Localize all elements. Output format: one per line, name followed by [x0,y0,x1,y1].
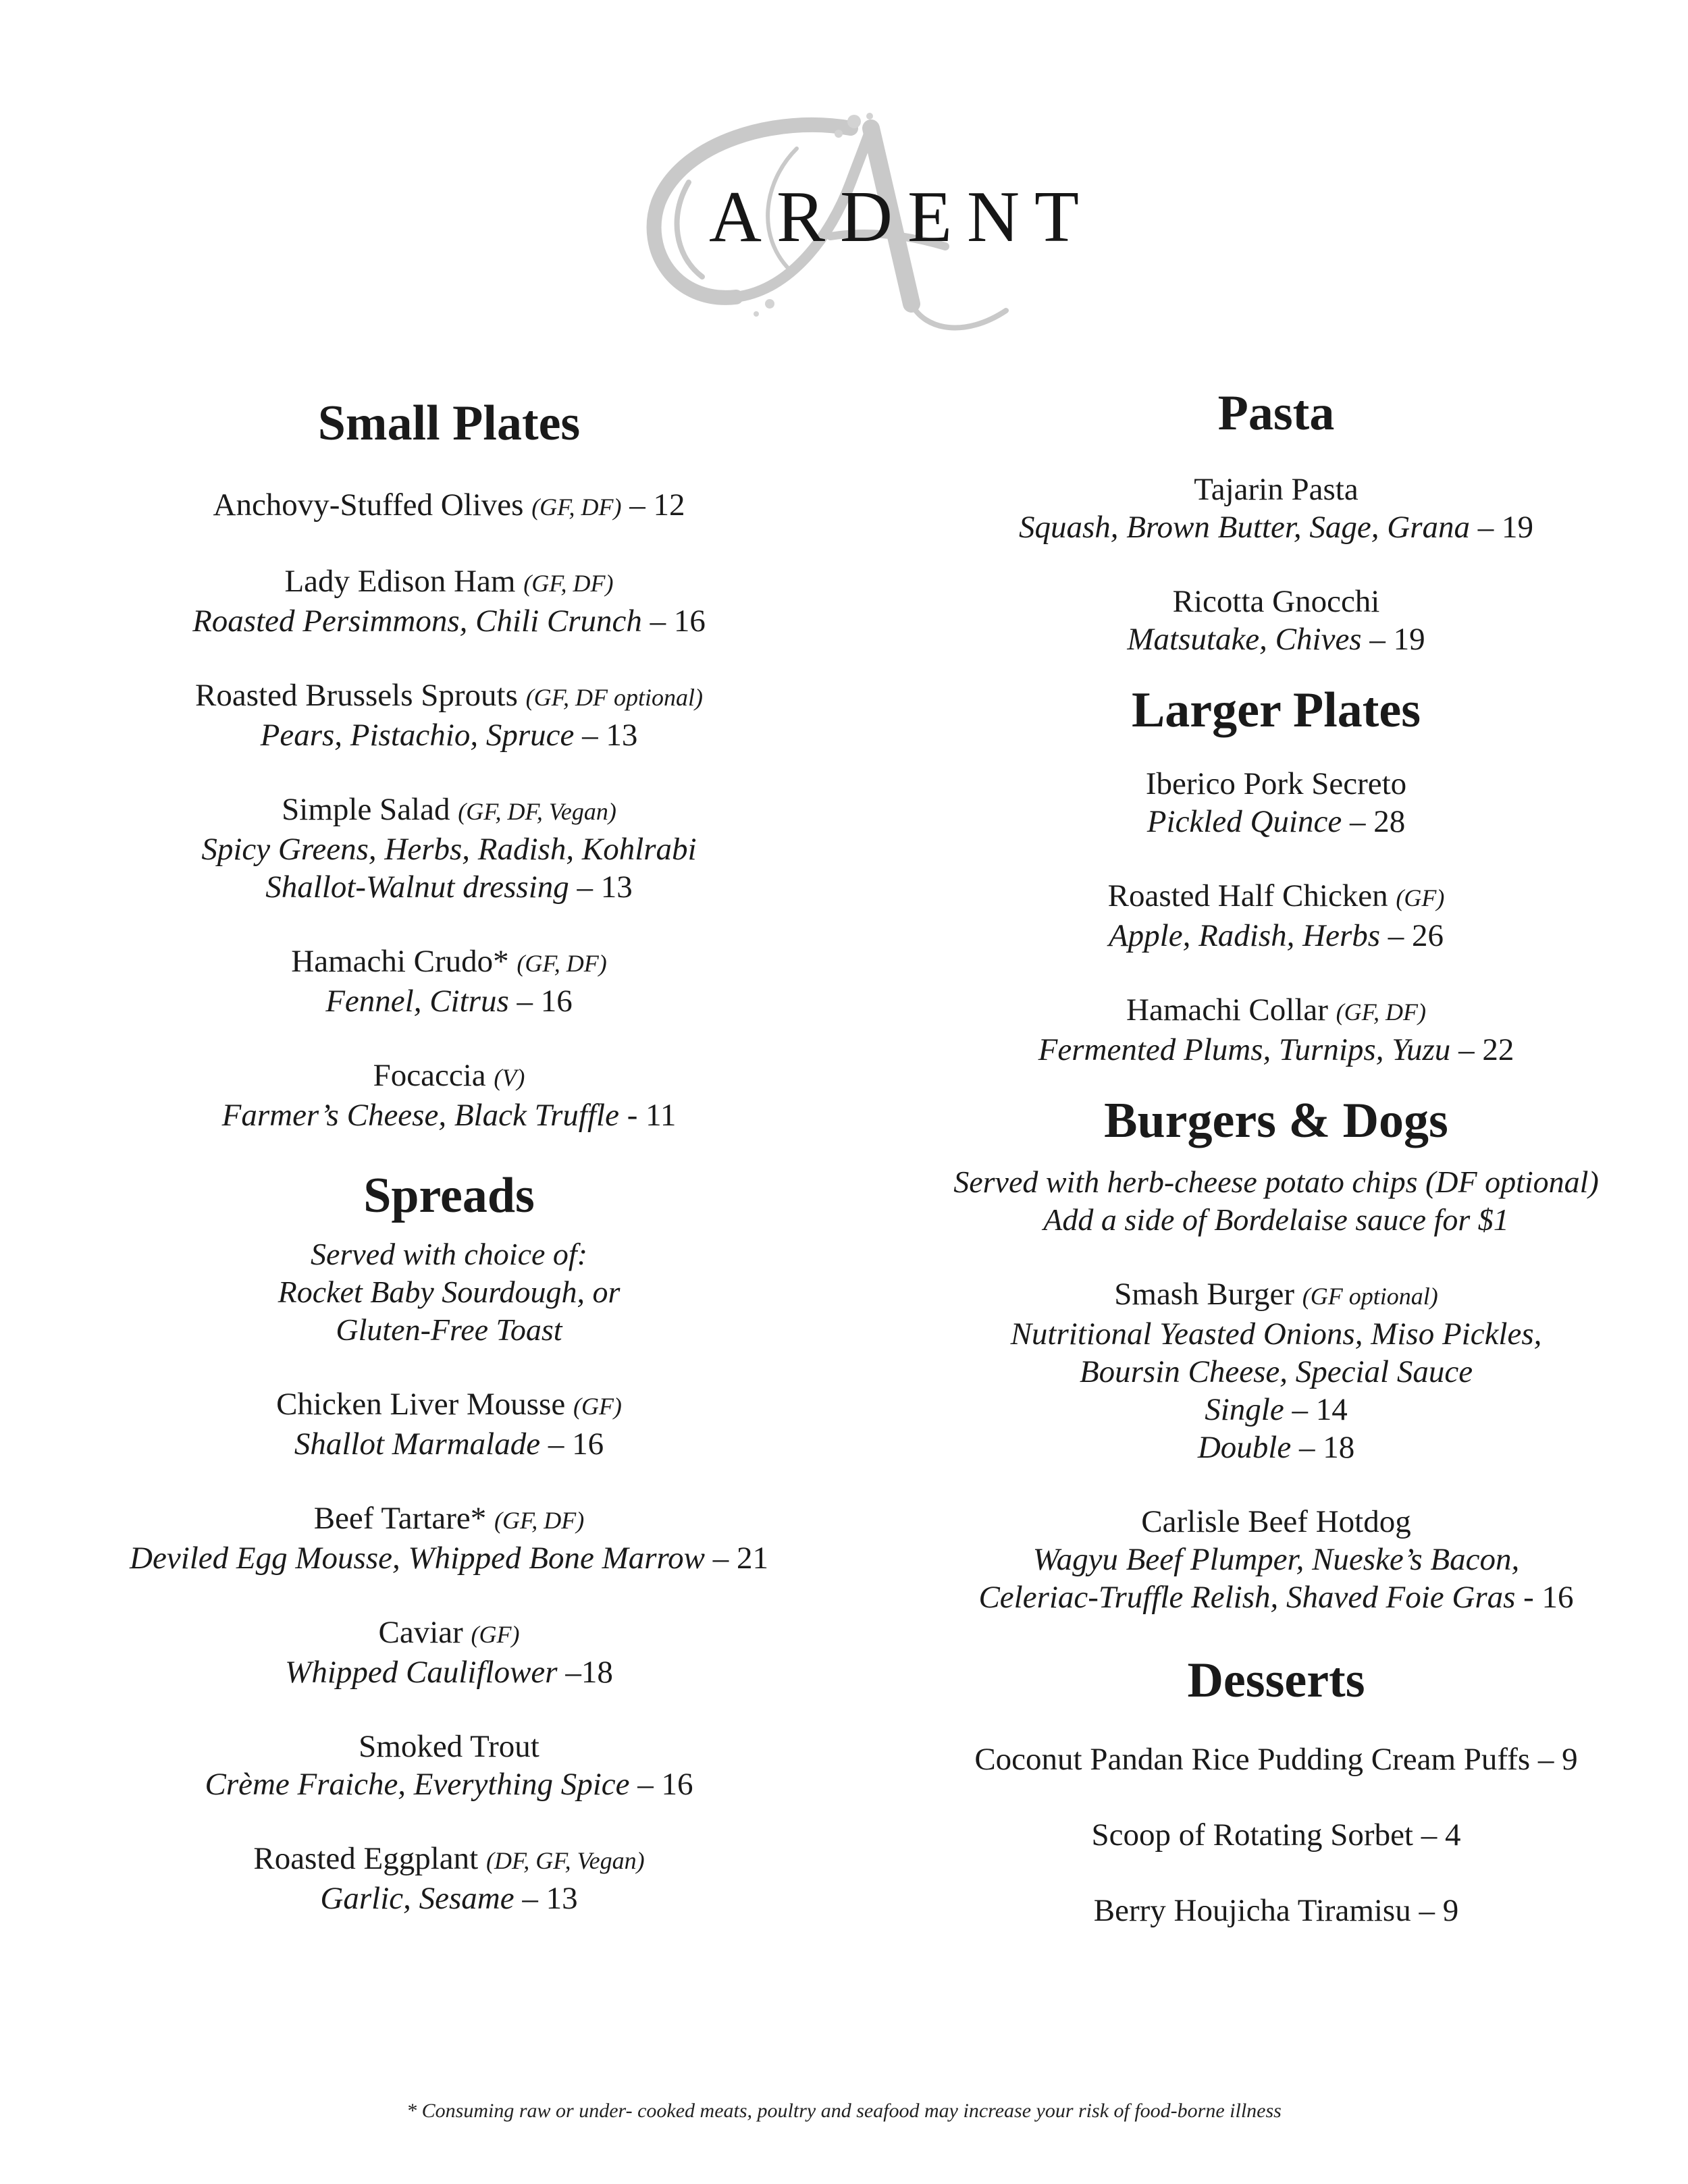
item-name: Anchovy-Stuffed Olives [213,487,524,523]
right-column [891,385,1661,1929]
dietary-tag: (GF, DF) [1336,998,1426,1026]
item-description: Wagyu Beef Plumper, Nueske’s Bacon, [1032,1542,1520,1577]
dietary-tag: (V) [494,1064,525,1091]
item-price: – 28 [1342,804,1406,839]
item-description: Crème Fraiche, Everything Spice [205,1767,630,1802]
intro-line: Served with herb-cheese potato chips (DF optional) [953,1165,1599,1199]
dietary-tag: (GF) [1396,884,1445,911]
dietary-tag: (GF, DF) [523,570,614,597]
intro-line: Rocket Baby Sourdough, or [278,1275,621,1309]
menu-item: Coconut Pandan Rice Pudding Cream Puffs – 9 [974,1742,1578,1777]
item-price: – 16 [629,1767,693,1802]
dietary-tag: (GF) [471,1621,520,1648]
item-description: Spicy Greens, Herbs, Radish, Kohlrabi [201,832,697,867]
item-price: – 16 [540,1427,604,1462]
menu-item [891,991,1661,1069]
item-name: Hamachi Collar [1126,992,1328,1028]
menu-item [68,1728,830,1803]
dietary-tag: (GF, DF optional) [525,684,703,711]
item-description: Whipped Cauliflower [285,1655,558,1690]
intro-line: Served with choice of: [310,1237,588,1271]
item-description: Squash, Brown Butter, Sage, Grana [1018,510,1470,545]
item-price: – 12 [621,487,685,523]
menu-item [68,1385,830,1463]
item-description: Fennel, Citrus [325,984,509,1019]
spreads-intro [68,1235,830,1349]
item-price: – 21 [704,1541,768,1576]
item-name: Smoked Trout [359,1729,539,1764]
item-price: - 11 [618,1098,677,1133]
item-name: Smash Burger [1114,1277,1295,1312]
section-title-burgers-dogs: Burgers & Dogs [1104,1093,1448,1148]
menu-item [68,1057,830,1134]
item-description: Nutritional Yeasted Onions, Miso Pickles, [1010,1316,1542,1352]
item-price: – 19 [1361,622,1425,657]
item-name: Focaccia [373,1058,486,1093]
menu-item [68,1614,830,1691]
menu-item [68,942,830,1020]
menu-item [68,562,830,640]
item-price: - 16 [1515,1580,1574,1615]
item-description: Pears, Pistachio, Spruce [260,718,575,753]
dietary-tag: (GF) [573,1393,622,1420]
item-description: Deviled Egg Mousse, Whipped Bone Marrow [130,1541,705,1576]
item-description: Pickled Quince [1146,804,1342,839]
food-safety-disclaimer: * Consuming raw or under- cooked meats, poultry and seafood may increase your risk of food-borne illness [406,2100,1282,2122]
dietary-tag: (GF, DF, Vegan) [458,798,616,825]
item-description: Apple, Radish, Herbs [1108,918,1381,953]
menu-item [891,765,1661,841]
item-description: Shallot-Walnut dressing [265,870,569,905]
item-price: – 13 [574,718,638,753]
item-name: Carlisle Beef Hotdog [1141,1504,1411,1539]
dietary-tag: (GF, DF) [531,494,622,521]
menu-item [891,1503,1661,1616]
menu-item [891,1275,1661,1466]
item-price: – 14 [1284,1392,1348,1427]
item-price: – 13 [514,1881,578,1916]
item-description: Garlic, Sesame [320,1881,515,1916]
item-name: Chicken Liver Mousse [276,1387,566,1422]
item-name: Roasted Brussels Sprouts [195,678,518,713]
item-description: Boursin Cheese, Special Sauce [1079,1354,1473,1389]
item-name: Hamachi Crudo* [291,944,509,979]
menu-item: Scoop of Rotating Sorbet – 4 [1091,1817,1461,1853]
menu-item: Berry Houjicha Tiramisu – 9 [1093,1893,1459,1928]
item-name: Beef Tartare* [313,1501,487,1536]
item-description: Roasted Persimmons, Chili Crunch [192,604,642,639]
menu-item [891,471,1661,546]
section-title-desserts: Desserts [1187,1653,1365,1708]
item-description: Celeriac-Truffle Relish, Shaved Foie Gras [978,1580,1516,1615]
logo [628,101,1094,344]
item-name: Ricotta Gnocchi [1172,584,1380,619]
section-title-larger-plates: Larger Plates [1131,683,1421,738]
dietary-tag: (GF optional) [1302,1283,1438,1310]
menu-item [68,1840,830,1917]
option-label: Double [1197,1430,1292,1465]
item-price: – 16 [508,984,573,1019]
menu-item [891,877,1661,955]
section-title-spreads: Spreads [363,1168,535,1223]
intro-line: Add a side of Bordelaise sauce for $1 [1043,1202,1509,1237]
item-name: Iberico Pork Secreto [1145,766,1407,801]
item-price: – 13 [569,870,633,905]
item-description: Farmer’s Cheese, Black Truffle [221,1098,619,1133]
intro-line: Gluten-Free Toast [336,1312,562,1347]
dietary-tag: (GF, DF) [517,950,607,977]
left-column [68,398,830,1917]
menu-item [68,676,830,754]
dietary-tag: (DF, GF, Vegan) [485,1847,645,1874]
item-price: – 26 [1380,918,1444,953]
menu-item [891,583,1661,658]
item-description: Matsutake, Chives [1127,622,1362,657]
item-price: – 18 [1291,1430,1355,1465]
burgers-intro [891,1163,1661,1239]
dietary-tag: (GF, DF) [494,1507,585,1534]
menu-item [68,486,830,526]
item-name: Tajarin Pasta [1194,472,1359,507]
item-price: –18 [557,1655,613,1690]
item-price: – 22 [1450,1032,1514,1067]
item-name: Simple Salad [282,792,450,827]
item-name: Lady Edison Ham [284,564,516,599]
brand-name: ARDENT [709,177,1094,257]
item-price: – 19 [1470,510,1533,545]
option-label: Single [1205,1392,1284,1427]
menu-item [68,1499,830,1577]
menu-item [68,791,830,906]
section-title-pasta: Pasta [1217,385,1335,441]
item-price: – 16 [641,604,706,639]
item-name: Roasted Eggplant [253,1841,479,1876]
item-description: Shallot Marmalade [294,1427,541,1462]
item-description: Fermented Plums, Turnips, Yuzu [1038,1032,1451,1067]
section-title-small-plates: Small Plates [317,396,581,451]
item-name: Roasted Half Chicken [1107,878,1388,913]
item-name: Caviar [378,1615,463,1650]
